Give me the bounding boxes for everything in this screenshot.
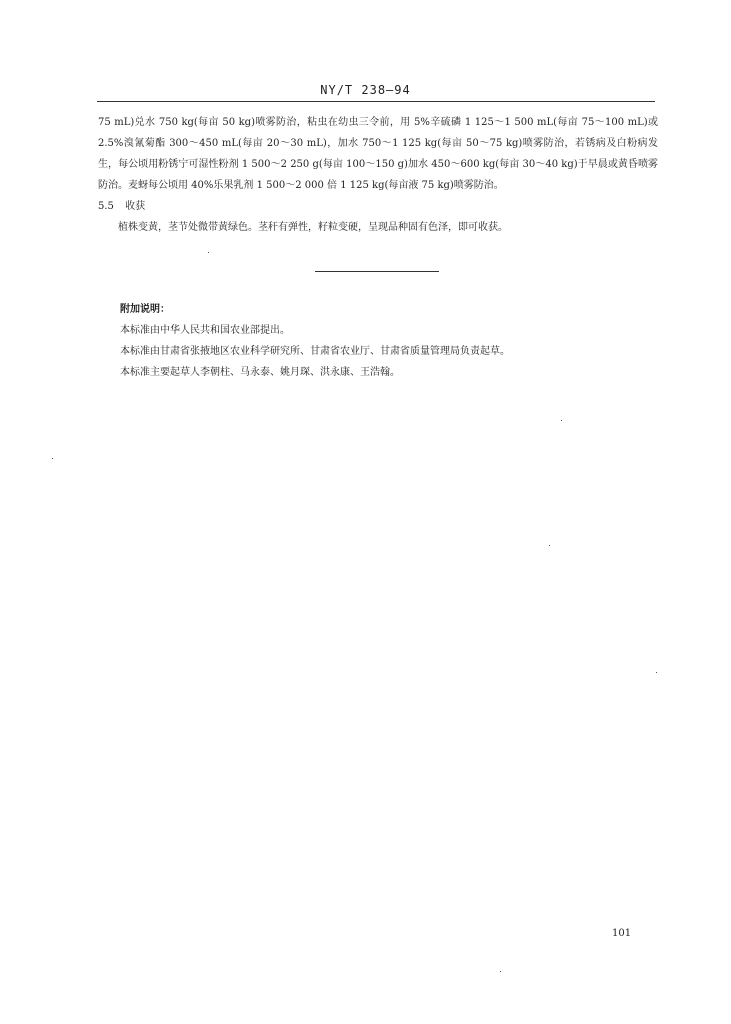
section-title: 收获 xyxy=(125,201,146,212)
notes-line: 本标准由甘肃省张掖地区农业科学研究所、甘肃省农业厅、甘肃省质量管理局负责起草。 xyxy=(120,346,510,357)
section-heading xyxy=(98,196,658,217)
section-divider xyxy=(315,271,439,272)
section-paragraph: 植株变黄，茎节处微带黄绿色。茎秆有弹性，籽粒变硬，呈现品种固有色泽，即可收获。 xyxy=(118,222,508,233)
scan-speck xyxy=(561,420,562,421)
section-number: 5.5 xyxy=(98,201,114,212)
scan-speck xyxy=(549,545,550,546)
scan-speck xyxy=(500,971,501,972)
notes-line: 本标准主要起草人李朝柱、马永泰、姚月琛、洪永康、王浩翰。 xyxy=(120,367,400,378)
scan-speck xyxy=(208,252,209,253)
notes-title: 附加说明： xyxy=(120,304,170,315)
standard-code-header: NY/T 238—94 xyxy=(320,83,411,97)
body-content xyxy=(98,112,658,238)
additional-notes xyxy=(120,299,640,383)
page-number: 101 xyxy=(612,928,632,939)
notes-line: 本标准由中华人民共和国农业部提出。 xyxy=(120,325,290,336)
scan-speck xyxy=(656,672,657,673)
scan-speck xyxy=(52,458,53,459)
continuation-paragraph: 75 mL)兑水 750 kg(每亩 50 kg)喷雾防治，粘虫在幼虫三令前，用 5%辛硫磷 1 125～1 500 mL(每亩 75～100 mL)或 2.5%溴氰菊酯 300～450 mL(每亩 20～30 mL)，加水 750～1 125 kg(每亩 50～75 kg)喷雾防治，若锈病及白粉病发生，每公顷用粉锈宁可湿性粉剂 1 500～2 250 g(每亩 100～150 g)加水 450～600 kg(每亩 30～40 kg)于早晨或黄昏喷雾防治。麦蚜每公顷用 40%乐果乳剂 1 500～2 000 倍 1 125 kg(每亩液 75 kg)喷雾防治。 xyxy=(98,117,658,191)
header-rule xyxy=(97,101,655,102)
